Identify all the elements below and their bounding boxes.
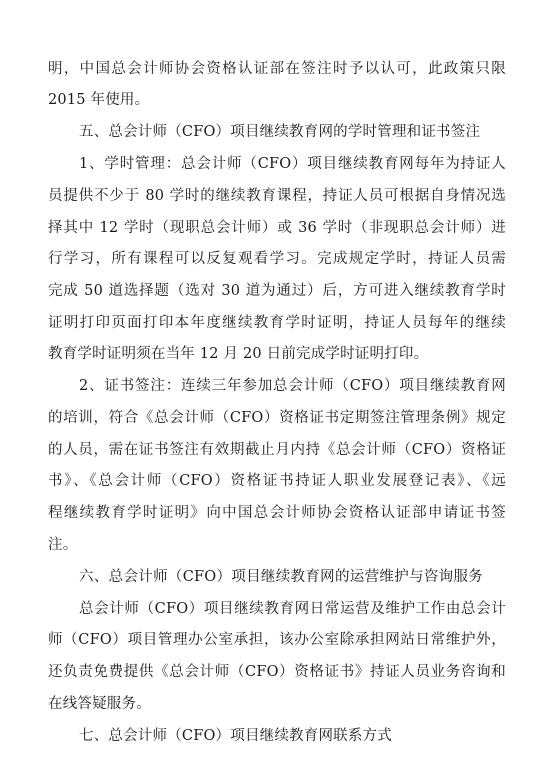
paragraph-line: 教育学时证明须在当年 12 月 20 日前完成学时证明打印。: [48, 346, 429, 362]
paragraph-line: 1、学时管理：总会计师（CFO）项目继续教育网每年为持证人: [79, 156, 506, 172]
paragraph-line: 师（CFO）项目管理办公室承担，该办公室除承担网站日常维护外，: [48, 632, 506, 648]
paragraph-line: 在线答疑服务。: [48, 696, 151, 712]
paragraph-line: 的培训，符合《总会计师（CFO）资格证书定期签注管理条例》规定: [48, 410, 506, 426]
paragraph-line: 证明打印页面打印本年度继续教育学时证明，持证人员每年的继续: [48, 315, 506, 331]
paragraph-line: 程继续教育学时证明》向中国总会计师协会资格认证部申请证书签: [48, 505, 506, 521]
paragraph-line: 员提供不少于 80 学时的继续教育课程，持证人员可根据自身情况选: [48, 188, 506, 204]
paragraph-line: 还负责免费提供《总会计师（CFO）资格证书》持证人员业务咨询和: [48, 664, 506, 680]
paragraph-line: 的人员，需在证书签注有效期截止月内持《总会计师（CFO）资格证: [48, 442, 506, 458]
paragraph-line: 总会计师（CFO）项目继续教育网日常运营及维护工作由总会计: [79, 601, 506, 617]
paragraph-line: 择其中 12 学时（现职总会计师）或 36 学时（非现职总会计师）进: [48, 220, 506, 236]
paragraph-line: 2、证书签注：连续三年参加总会计师（CFO）项目继续教育网: [79, 378, 506, 394]
paragraph-line: 2015 年使用。: [48, 92, 150, 108]
paragraph-line: 注。: [48, 537, 78, 553]
paragraph-line: 明，中国总会计师协会资格认证部在签注时予以认可，此政策只限: [48, 61, 506, 77]
section-heading: 五、总会计师（CFO）项目继续教育网的学时管理和证书签注: [79, 124, 481, 140]
section-heading: 七、总会计师（CFO）项目继续教育网联系方式: [79, 728, 392, 744]
section-heading: 六、总会计师（CFO）项目继续教育网的运营维护与咨询服务: [79, 569, 483, 585]
paragraph-line: 书》、《总会计师（CFO）资格证书持证人职业发展登记表》、《远: [48, 473, 506, 489]
paragraph-line: 完成 50 道选择题（选对 30 道为通过）后，方可进入继续教育学时: [48, 283, 506, 299]
paragraph-line: 行学习，所有课程可以反复观看学习。完成规定学时，持证人员需: [48, 251, 506, 267]
